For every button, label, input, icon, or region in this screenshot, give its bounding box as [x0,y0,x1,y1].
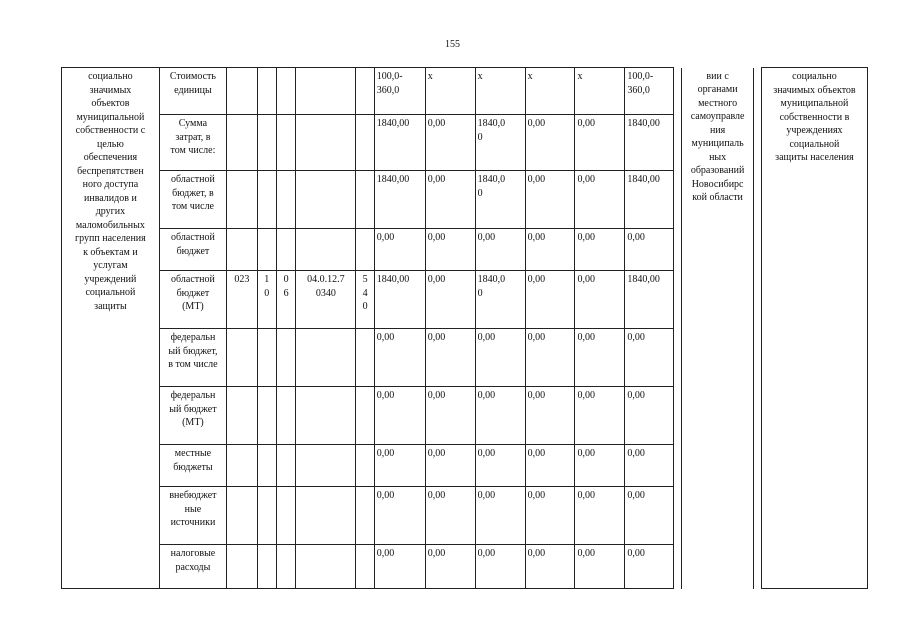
code-cell-pr [276,271,295,329]
code-csr: 04.0.12.7 0340 [307,274,345,299]
value-cell [374,229,425,271]
value-cell [575,445,625,487]
row-label-cell [159,329,226,387]
code-cell-grbs [227,329,258,387]
code-cell-rz [257,115,276,171]
value-cell [425,387,475,445]
row-label: областной бюджет (МТ) [171,274,215,312]
row-label-cell [159,487,226,545]
value-cell [575,229,625,271]
value-text: 1840,00 [376,174,410,185]
spacer-cell [674,68,682,589]
result-text: социально значимых объектов муниципальной собственности в учреждениях социальной защиты населения [773,71,856,163]
row-label-cell [159,171,226,229]
value-text: 0,00 [527,174,546,185]
code-cell-grbs [227,545,258,589]
value-cell [374,115,425,171]
value-cell [374,487,425,545]
value-text: 0,00 [627,548,645,559]
row-label-cell [159,445,226,487]
value-cell [374,445,425,487]
value-text: 0,00 [527,548,546,559]
value-cell [525,545,575,589]
value-cell [625,487,674,545]
value-text: 0,00 [577,490,595,501]
value-cell [525,329,575,387]
code-cell-vr [356,171,374,229]
value-cell [525,68,575,115]
code-cell-grbs [227,445,258,487]
value-text: 0,00 [627,490,645,501]
value-cell [625,387,674,445]
code-cell-csr [296,445,356,487]
value-text: 0,00 [427,390,446,401]
value-text: 100,0- 360,0 [627,71,654,96]
value-cell [374,387,425,445]
code-rz: 1 0 [264,274,270,299]
code-cell-vr [356,329,374,387]
value-cell [625,445,674,487]
code-cell-pr [276,229,295,271]
code-cell-vr [356,387,374,445]
page-number: 155 [445,39,460,50]
code-cell-grbs [227,387,258,445]
code-cell-pr [276,171,295,229]
row-label: внебюджет ные источники [169,490,217,528]
value-cell [425,115,475,171]
value-text: 0,00 [376,448,395,459]
value-text: 0,00 [376,332,395,343]
value-cell [625,68,674,115]
code-cell-rz [257,329,276,387]
value-cell [374,68,425,115]
value-cell [425,171,475,229]
value-cell [425,487,475,545]
value-cell [625,271,674,329]
value-cell [575,487,625,545]
value-text: 1840,00 [376,274,410,285]
value-cell [525,171,575,229]
value-cell [374,329,425,387]
goal-text: социально значимых объектов муниципальной собственности с целью обеспечения беспрепятствен ного доступа инвалидов и других маломобильных групп населения к объектам и услугам учреждений социальной защиты [75,71,146,312]
code-cell-pr [276,68,295,115]
code-cell-pr [276,445,295,487]
code-cell-csr [296,387,356,445]
value-text: 0,00 [427,174,446,185]
value-cell [425,271,475,329]
value-text: 0,00 [627,232,645,243]
value-cell [525,445,575,487]
code-cell-pr [276,487,295,545]
value-cell [525,387,575,445]
code-cell-rz [257,487,276,545]
value-text: 0,00 [627,332,645,343]
program-table [61,67,868,589]
code-cell-rz [257,545,276,589]
value-text: х [577,71,583,82]
code-pr: 0 6 [283,274,289,299]
value-text: 0,00 [477,390,496,401]
executor-text: вии с органами местного самоуправле ния муниципаль ных образований Новосибирс кой области [690,70,745,203]
value-text: х [477,71,483,82]
value-text: 0,00 [527,490,546,501]
value-cell [575,329,625,387]
value-text: 0,00 [577,174,595,185]
value-text: 0,00 [577,448,595,459]
code-cell-grbs [227,487,258,545]
value-text: 0,00 [427,232,446,243]
value-text: 0,00 [627,390,645,401]
code-cell-rz [257,387,276,445]
row-label-cell [159,68,226,115]
code-cell-rz [257,171,276,229]
value-text: 0,00 [376,390,395,401]
code-cell-csr [296,545,356,589]
value-cell [475,545,525,589]
value-cell [425,229,475,271]
value-text: 0,00 [427,490,446,501]
value-text: 0,00 [577,390,595,401]
result-cell [761,68,867,589]
row-label: федеральн ый бюджет, в том числе [168,332,218,370]
code-cell-rz [257,229,276,271]
value-cell [625,329,674,387]
value-cell [625,229,674,271]
value-text: 0,00 [477,332,496,343]
value-text: 1840,00 [627,174,660,185]
code-cell-pr [276,115,295,171]
value-cell [625,171,674,229]
row-label: Сумма затрат, в том числе: [170,118,216,156]
code-cell-vr [356,445,374,487]
code-cell-vr [356,68,374,115]
value-cell [575,115,625,171]
value-text: 0,00 [477,232,496,243]
value-text: 0,00 [527,118,546,129]
value-text: 0,00 [527,448,546,459]
value-cell [425,545,475,589]
value-cell [475,487,525,545]
goal-cell [62,68,160,589]
value-text: 0,00 [577,232,595,243]
value-text: 0,00 [577,118,595,129]
value-cell [575,171,625,229]
value-text: 1840,0 0 [477,174,506,199]
row-label: Стоимость единицы [169,71,216,96]
code-cell-pr [276,387,295,445]
value-text: 0,00 [427,118,446,129]
value-cell [475,445,525,487]
value-text: 0,00 [477,448,496,459]
code-cell-grbs [227,229,258,271]
value-text: 0,00 [527,274,546,285]
value-text: х [527,71,533,82]
row-label-cell [159,387,226,445]
code-vr: 5 4 0 [362,274,368,312]
value-text: 0,00 [577,548,595,559]
value-cell [475,329,525,387]
value-text: 100,0- 360,0 [376,71,403,96]
value-text: 0,00 [477,548,496,559]
value-text: 0,00 [427,448,446,459]
value-text: х [427,71,433,82]
value-text: 0,00 [477,490,496,501]
code-cell-vr [356,115,374,171]
value-text: 0,00 [376,490,395,501]
value-text: 1840,0 0 [477,118,506,143]
value-cell [525,115,575,171]
value-text: 1840,00 [627,274,660,285]
value-cell [425,329,475,387]
row-label: налоговые расходы [170,548,216,573]
value-cell [575,68,625,115]
value-cell [575,271,625,329]
value-text: 0,00 [427,274,446,285]
value-text: 0,00 [577,332,595,343]
row-label: областной бюджет [171,232,215,257]
value-cell [425,68,475,115]
value-cell [475,387,525,445]
code-cell-grbs [227,171,258,229]
row-label-cell [159,229,226,271]
value-text: 0,00 [527,332,546,343]
code-cell-csr [296,229,356,271]
code-cell-csr [296,329,356,387]
value-cell [475,271,525,329]
code-cell-rz [257,271,276,329]
row-label: местные бюджеты [173,448,213,473]
code-cell-csr [296,115,356,171]
code-cell-grbs [227,68,258,115]
value-text: 0,00 [427,332,446,343]
value-cell [525,229,575,271]
value-text: 1840,0 0 [477,274,506,299]
value-cell [475,68,525,115]
value-cell [425,445,475,487]
value-cell [625,115,674,171]
code-cell-pr [276,329,295,387]
table-row [62,68,868,115]
value-cell [525,271,575,329]
code-cell-csr [296,68,356,115]
spacer-cell [753,68,761,589]
code-grbs: 023 [234,274,250,285]
value-cell [374,545,425,589]
code-cell-vr [356,229,374,271]
code-cell-csr [296,171,356,229]
row-label-cell [159,545,226,589]
code-cell-vr [356,545,374,589]
value-cell [525,487,575,545]
value-text: 1840,00 [376,118,410,129]
code-cell-rz [257,445,276,487]
value-text: 0,00 [376,232,395,243]
value-cell [475,229,525,271]
value-cell [475,171,525,229]
executor-cell [682,68,753,589]
value-text: 0,00 [376,548,395,559]
row-label-cell [159,271,226,329]
code-cell-grbs [227,115,258,171]
value-cell [625,545,674,589]
code-cell-vr [356,487,374,545]
code-cell-rz [257,68,276,115]
value-cell [374,171,425,229]
code-cell-csr [296,271,356,329]
value-cell [575,387,625,445]
value-text: 0,00 [427,548,446,559]
row-label-cell [159,115,226,171]
value-text: 1840,00 [627,118,660,129]
row-label: федеральн ый бюджет (МТ) [169,390,217,428]
code-cell-grbs [227,271,258,329]
value-cell [575,545,625,589]
row-label: областной бюджет, в том числе [171,174,215,212]
value-text: 0,00 [527,232,546,243]
value-cell [475,115,525,171]
value-text: 0,00 [627,448,645,459]
value-text: 0,00 [527,390,546,401]
value-cell [374,271,425,329]
value-text: 0,00 [577,274,595,285]
code-cell-csr [296,487,356,545]
code-cell-pr [276,545,295,589]
code-cell-vr [356,271,374,329]
